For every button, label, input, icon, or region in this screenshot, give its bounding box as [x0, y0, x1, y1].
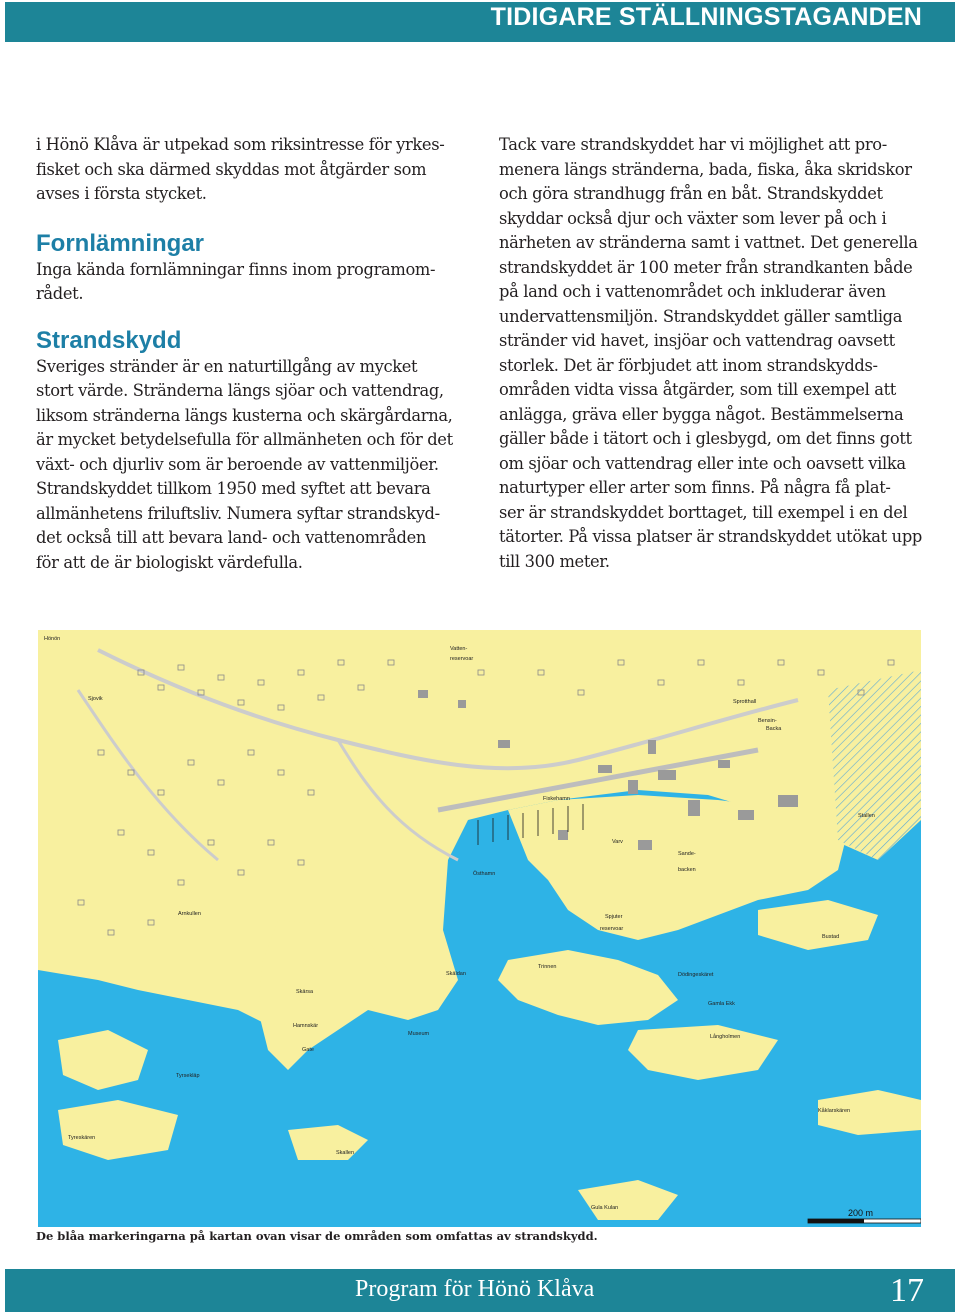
- map-label-sprotthall: Sprotthall: [733, 699, 757, 705]
- map-label-backa: Backa: [766, 726, 782, 732]
- map-label-varv: Varv: [612, 839, 623, 845]
- footer-title: Program för Hönö Klåva: [355, 1276, 595, 1302]
- heading-fornlamningar: Fornlämningar: [36, 229, 205, 257]
- map-label-bensin: Bensin-: [758, 718, 777, 724]
- map-label-spjuter: Spjuter: [605, 914, 623, 920]
- page-number: 17: [890, 1272, 924, 1309]
- map-label-tyreskaren: Tyreskären: [68, 1135, 96, 1141]
- map-label-reservoar: reservoar: [450, 656, 474, 662]
- map-label-gula-kulan: Gula Kulan: [591, 1205, 619, 1211]
- map-label-kaklarskaren: Kåklarskären: [818, 1108, 851, 1114]
- map-label-backen: backen: [678, 867, 696, 873]
- map-label-gamla-ekk: Gamla Ekk: [708, 1001, 735, 1007]
- map-label-sande: Sande-: [678, 851, 696, 857]
- map-label-vatten: Vatten-: [450, 646, 468, 652]
- map-scale-label: 200 m: [848, 1208, 874, 1218]
- map-label-museum: Museum: [408, 1031, 430, 1037]
- strandskydd-continued-paragraph: Tack vare strandskyddet har vi möjlighet att pro- menera längs stränderna, bada, fiska, åka skridskor och göra strandhugg från en båt. Strandskyddet skyddar också djur och växter som lever på och i närheten av stränderna samt i vattnet. Det generella strandskyddet är 100 meter från strandkanten både på land och i vattenområdet och inkluderar även undervattensmiljön. Strandskyddet gäller samtliga stränder vid havet, insjöar och vattendrag oavsett storlek. Det är förbjudet att inom strandskydds- områden vidta vissa åtgärder, som till exempel att anlägga, gräva eller bygga något. Bestämmelserna gäller både i tätort och i glesbygd, om det finns gott om sjöar och vattendrag eller inte och oavsett vilka naturtyper eller arter som finns. På några få plat- ser är strandskyddet borttaget, till exempel i en del tätorter. På vissa platser är strandskyddet utökat upp till 300 meter.: [499, 135, 922, 571]
- map-label-trinnen: Trinnen: [538, 964, 557, 970]
- left-column: [36, 133, 468, 575]
- map-label-bustad: Bustad: [822, 934, 840, 940]
- map-label-skarsa: Skärsa: [296, 989, 314, 995]
- map-label-fiskehamn: Fiskehamn: [543, 796, 570, 802]
- map-label-stallen: Stallen: [858, 813, 875, 819]
- page-title: TIDIGARE STÄLLNINGSTAGANDEN: [490, 3, 922, 31]
- intro-paragraph: i Hönö Klåva är utpekad som riksintresse för yrkes- fisket och ska därmed skyddas mot åtgärder som avses i första stycket.: [36, 135, 445, 203]
- map-caption: De blåa markeringarna på kartan ovan visar de områden som omfattas av strandskydd.: [36, 1229, 598, 1243]
- map-label-skallen: Skallen: [336, 1150, 355, 1156]
- map-label-langholmen: Långholmen: [710, 1034, 741, 1040]
- map-label-skaldan: Skäldan: [446, 971, 466, 977]
- map-label-reservoar-2: reservoar: [600, 926, 624, 932]
- map-label-dodingen: Dödingeskäret: [678, 972, 714, 978]
- map-scale-bar: [808, 1219, 921, 1223]
- map-label-tyrsekan: Tyrsekläp: [176, 1073, 200, 1079]
- map-svg: [38, 630, 921, 1227]
- right-column: [499, 133, 929, 574]
- strandskydd-paragraph: Sveriges stränder är en naturtillgång av mycket stort värde. Stränderna längs sjöar och vattendrag, liksom stränderna längs kusterna och skärgårdarna, är mycket betydelsefulla för allmänheten och för det växt- och djurliv som är beroende av vattenmiljöer. Strandskyddet tillkom 1950 med syftet att bevara allmänhetens friluftsliv. Numera syftar strandskyd- det också till att bevara land- och vattenområden för att de är biologiskt värdefulla.: [36, 356, 453, 572]
- map-label-arnkullen: Arnkullen: [178, 911, 201, 917]
- strandskydd-hatched-zone: [828, 670, 921, 860]
- heading-strandskydd: Strandskydd: [36, 326, 182, 354]
- map-label-osthamn: Östhamn: [473, 871, 496, 877]
- map-label-gate: Gate: [302, 1047, 314, 1053]
- map-label-top-left: Hönön: [44, 636, 61, 642]
- map-label-hamnskar: Hamnskär: [293, 1023, 319, 1029]
- fornlamningar-paragraph: Inga kända fornlämningar finns inom programom- rådet.: [36, 259, 436, 303]
- map-label-sjovik: Sjovik: [88, 696, 103, 702]
- strandskydd-map: [38, 630, 921, 1227]
